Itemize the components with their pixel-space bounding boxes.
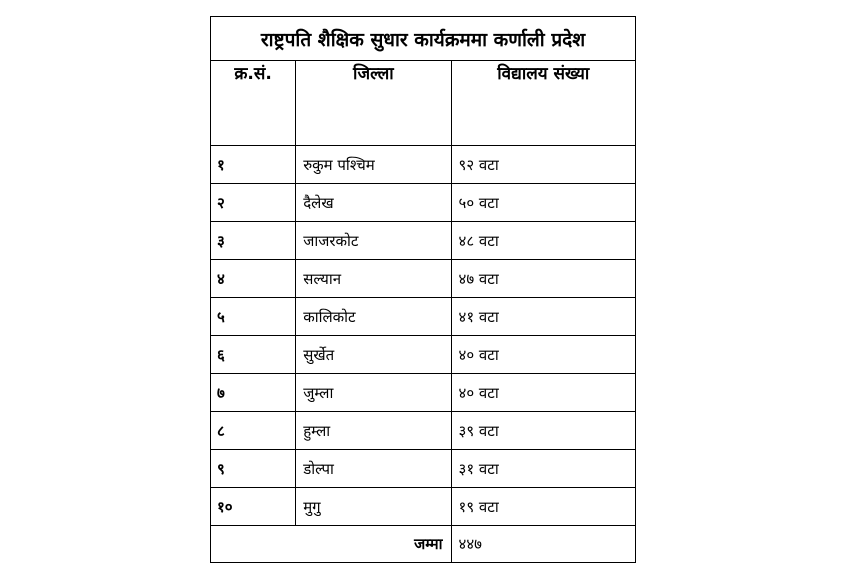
district-name-cell: दैलेख (296, 184, 451, 222)
district-name-cell: डोल्पा (296, 450, 451, 488)
district-name-cell: मुगु (296, 488, 451, 526)
table-row (211, 146, 636, 184)
serial-number-cell: ७ (211, 374, 296, 412)
district-name-cell: सल्यान (296, 260, 451, 298)
school-count-cell: ४० वटा (451, 374, 635, 412)
title-row (211, 17, 636, 61)
serial-number-cell: २ (211, 184, 296, 222)
school-count-cell: ५० वटा (451, 184, 635, 222)
header-row (211, 61, 636, 146)
district-school-table (210, 16, 636, 563)
table-row (211, 260, 636, 298)
total-label: जम्मा (211, 526, 452, 563)
school-count-cell: १९ वटा (451, 488, 635, 526)
serial-number-cell: ९ (211, 450, 296, 488)
serial-number-cell: १० (211, 488, 296, 526)
serial-number-cell: ८ (211, 412, 296, 450)
school-count-cell: ९२ वटा (451, 146, 635, 184)
total-value: ४४७ (451, 526, 635, 563)
table-row (211, 336, 636, 374)
district-name-cell: सुर्खेत (296, 336, 451, 374)
serial-number-cell: ५ (211, 298, 296, 336)
header-serial: क्र.सं. (211, 61, 296, 146)
table-title: राष्ट्रपति शैक्षिक सुधार कार्यक्रममा कर्णाली प्रदेश (211, 17, 636, 61)
district-name-cell: जाजरकोट (296, 222, 451, 260)
table-row (211, 298, 636, 336)
district-name-cell: रुकुम पश्चिम (296, 146, 451, 184)
school-count-cell: ४८ वटा (451, 222, 635, 260)
serial-number-cell: ३ (211, 222, 296, 260)
school-count-cell: ४१ वटा (451, 298, 635, 336)
header-school-count: विद्यालय संख्या (451, 61, 635, 146)
school-count-cell: ४० वटा (451, 336, 635, 374)
district-name-cell: हुम्ला (296, 412, 451, 450)
district-name-cell: कालिकोट (296, 298, 451, 336)
table-body (211, 146, 636, 526)
total-row (211, 526, 636, 563)
school-count-cell: ४७ वटा (451, 260, 635, 298)
district-name-cell: जुम्ला (296, 374, 451, 412)
table-row (211, 222, 636, 260)
school-count-cell: ३९ वटा (451, 412, 635, 450)
serial-number-cell: ६ (211, 336, 296, 374)
table-row (211, 374, 636, 412)
table-row (211, 450, 636, 488)
table-row (211, 412, 636, 450)
table-row (211, 184, 636, 222)
serial-number-cell: १ (211, 146, 296, 184)
school-count-cell: ३१ वटा (451, 450, 635, 488)
header-district: जिल्ला (296, 61, 451, 146)
table-row (211, 488, 636, 526)
serial-number-cell: ४ (211, 260, 296, 298)
